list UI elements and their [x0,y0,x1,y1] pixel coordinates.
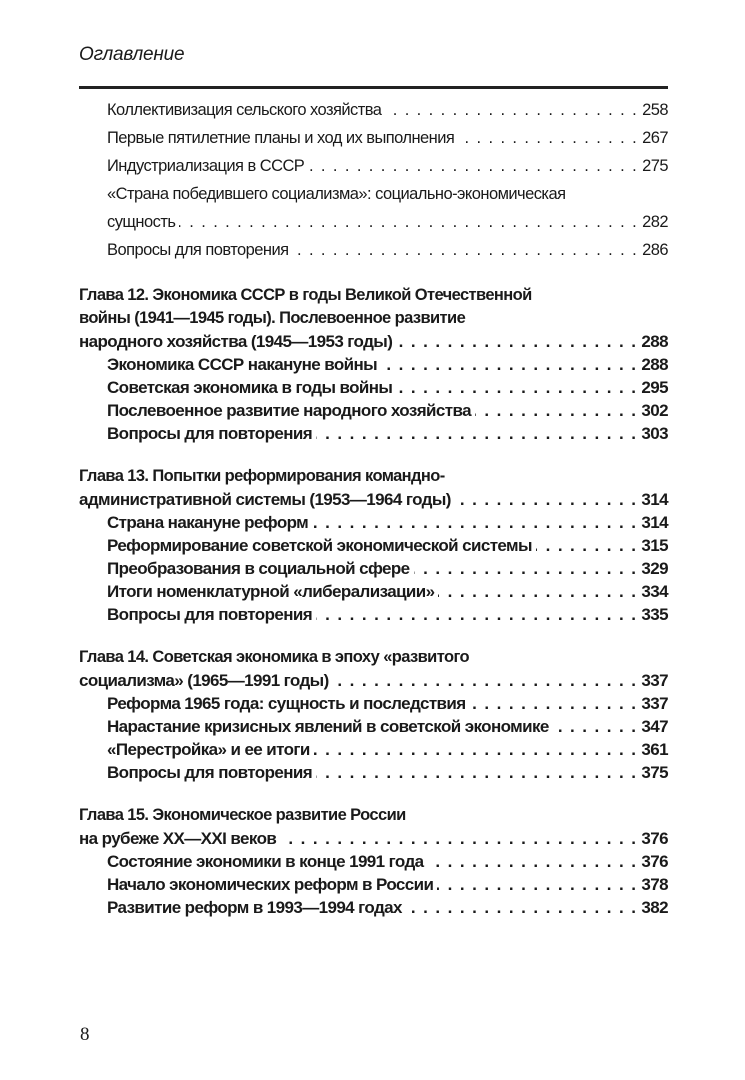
entry-title-text: Вопросы для повторения [107,241,289,259]
chapter-section [79,284,668,445]
page-ref: 295 [641,378,668,397]
chapter-heading-line [79,804,668,827]
chapter-title-text: Глава 13. Попытки реформирования командно- [79,467,445,485]
dot-leader [470,692,638,715]
toc-entry-line [79,557,668,580]
page-ref: 361 [641,740,668,759]
dot-leader [396,330,637,353]
chapter-title-text: Глава 14. Советская экономика в эпоху «развитого [79,648,470,666]
toc-entry[interactable] [79,557,668,580]
subsection-list [79,353,668,445]
entry-title-text: «Страна победившего социализма»: социально-экономическая [107,185,566,203]
dot-leader [179,208,638,236]
chapter-heading-line [79,330,668,353]
page-ref: 267 [642,129,668,147]
toc-entry-line [79,896,668,919]
toc-entry[interactable] [79,738,668,761]
toc-entry[interactable] [79,715,668,738]
toc-entry[interactable] [79,603,668,626]
entry-title-text: Начало экономических реформ в России [107,875,434,894]
toc-entry[interactable] [79,511,668,534]
dot-leader [428,850,638,873]
entry-title-text: Советская экономика в годы войны [107,378,393,397]
dot-leader [316,603,637,626]
dot-leader [455,488,638,511]
dot-leader [308,152,638,180]
toc-entry-line [79,738,668,761]
page-ref: 329 [641,559,668,578]
dot-leader [312,511,637,534]
toc-entry-line [79,761,668,784]
chapter-title-text: Глава 12. Экономика СССР в годы Великой Отечественной [79,286,532,304]
dot-leader [406,896,638,919]
page-ref: 375 [641,763,668,782]
subsection-list [79,692,668,784]
entry-title-text: Вопросы для повторения [107,605,313,624]
toc-entry-line [79,124,668,152]
chapter-title-text: на рубеже XX—XXI веков [79,829,277,848]
chapter-section [79,804,668,919]
chapter-heading-line [79,284,668,307]
toc-entry[interactable] [79,580,668,603]
chapter-section [79,465,668,626]
entry-title-text: Экономика СССР накануне войны [107,355,378,374]
chapter-heading-line [79,465,668,488]
toc-entry[interactable] [79,873,668,896]
entry-title-text: Нарастание кризисных явлений в советской экономике [107,717,549,736]
toc-entry-line [79,850,668,873]
dot-leader [438,580,637,603]
dot-leader [414,557,638,580]
page-ref: 314 [641,490,668,509]
entry-title-text: «Перестройка» и ее итоги [107,740,310,759]
page-ref: 275 [642,157,668,175]
entry-title-text: Коллективизация сельского хозяйства [107,101,382,119]
toc-entry-line [79,534,668,557]
entry-title-text: Вопросы для повторения [107,763,313,782]
entry-title-text: Развитие реформ в 1993—1994 годах [107,898,402,917]
toc-entry-line [79,422,668,445]
dot-leader [437,873,637,896]
page-ref: 376 [641,829,668,848]
toc-entry[interactable] [79,422,668,445]
toc-entry-line [79,180,668,208]
page-ref: 302 [641,401,668,420]
subsection-list [79,850,668,919]
toc-entry[interactable] [79,850,668,873]
toc-entry-line [79,873,668,896]
toc-entry[interactable] [79,152,668,180]
page-ref: 382 [641,898,668,917]
dot-leader [333,669,638,692]
chapter-title-text: социализма» (1965—1991 годы) [79,671,329,690]
toc-entry-line [79,580,668,603]
entry-title-text: сущность [107,213,176,231]
page-ref: 314 [641,513,668,532]
chapter-heading-line [79,488,668,511]
toc-entry[interactable] [79,399,668,422]
chapter-heading [79,646,668,692]
toc-entry[interactable] [79,896,668,919]
toc-entry[interactable] [79,534,668,557]
toc-entry-line [79,692,668,715]
toc-entry[interactable] [79,96,668,124]
page-ref: 286 [642,241,668,259]
dot-leader [381,353,637,376]
toc-entry-line [79,96,668,124]
toc-entry[interactable] [79,124,668,152]
toc-entry[interactable] [79,180,668,236]
header-rule [79,86,668,89]
page-ref: 303 [641,424,668,443]
toc-entry-line [79,236,668,264]
dot-leader [553,715,638,738]
page-ref: 347 [641,717,668,736]
entry-title-text: Первые пятилетние планы и ход их выполнения [107,129,455,147]
page-ref: 376 [641,852,668,871]
running-header: Оглавление [79,44,185,65]
chapter-heading [79,284,668,353]
section-continuation [79,96,668,264]
entry-title-text: Страна накануне реформ [107,513,309,532]
dot-leader [314,738,638,761]
subsection-list [79,511,668,626]
entry-title-text: Реформа 1965 года: сущность и последствия [107,694,466,713]
dot-leader [316,422,637,445]
toc-entry-line [79,152,668,180]
dot-leader [316,761,637,784]
dot-leader [396,376,637,399]
dot-leader [475,399,637,422]
chapter-heading [79,465,668,511]
chapter-title-text: Глава 15. Экономическое развитие России [79,806,406,824]
page-ref: 337 [641,694,668,713]
page-ref: 282 [642,213,668,231]
entry-title-text: Реформирование советской экономической системы [107,536,532,555]
toc-entry[interactable] [79,353,668,376]
chapter-heading-line [79,307,668,330]
entry-title-text: Вопросы для повторения [107,424,313,443]
chapter-title-text: народного хозяйства (1945—1953 годы) [79,332,393,351]
dot-leader [385,96,638,124]
dot-leader [458,124,638,152]
subsection-list [79,96,668,264]
entry-title-text: Послевоенное развитие народного хозяйства [107,401,471,420]
dot-leader [536,534,637,557]
toc-entry-line [79,603,668,626]
chapter-heading-line [79,669,668,692]
toc-entry-line [79,208,668,236]
chapter-heading [79,804,668,850]
toc-entry-line [79,399,668,422]
page-ref: 337 [641,671,668,690]
toc-entry[interactable] [79,692,668,715]
entry-title-text: Преобразования в социальной сфере [107,559,410,578]
table-of-contents [79,96,668,919]
chapter-heading-line [79,646,668,669]
toc-entry[interactable] [79,761,668,784]
toc-entry-line [79,376,668,399]
chapter-section [79,646,668,784]
page-ref: 288 [641,355,668,374]
toc-entry-line [79,511,668,534]
page-number: 8 [80,1024,90,1045]
chapter-title-text: войны (1941—1945 годы). Послевоенное развитие [79,309,466,327]
entry-title-text: Итоги номенклатурной «либерализации» [107,582,435,601]
entry-title-text: Индустриализация в СССР [107,157,305,175]
toc-entry[interactable] [79,236,668,264]
page-ref: 258 [642,101,668,119]
toc-entry-line [79,715,668,738]
toc-entry[interactable] [79,376,668,399]
toc-entry-line [79,353,668,376]
page-ref: 378 [641,875,668,894]
chapter-title-text: административной системы (1953—1964 годы) [79,490,451,509]
page-ref: 315 [641,536,668,555]
page-ref: 334 [641,582,668,601]
dot-leader [293,236,639,264]
chapter-heading-line [79,827,668,850]
dot-leader [280,827,637,850]
page-ref: 335 [641,605,668,624]
entry-title-text: Состояние экономики в конце 1991 года [107,852,424,871]
page-ref: 288 [641,332,668,351]
